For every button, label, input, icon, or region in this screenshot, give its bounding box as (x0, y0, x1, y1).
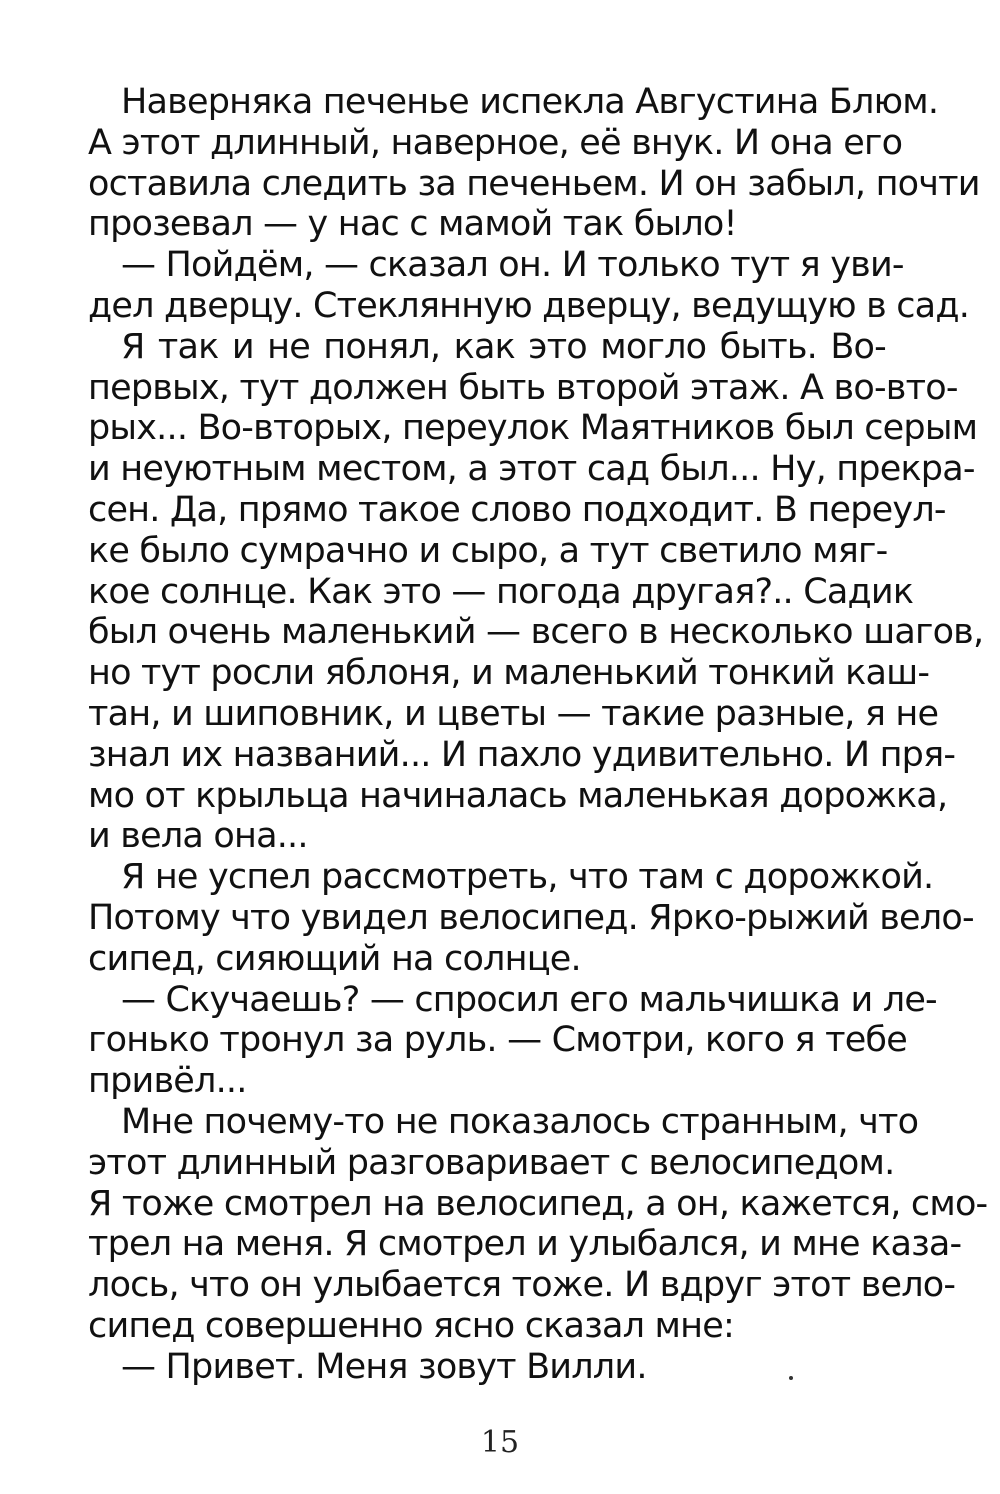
text-line: Мне почему-то не показалось странным, что (121, 1101, 919, 1142)
text-line: — Привет. Меня зовут Вилли. (121, 1346, 647, 1387)
text-line: Я так и не понял, как это могло быть. Во- (121, 326, 886, 367)
page-number: 15 (480, 1425, 520, 1460)
text-line: и вела она... (88, 816, 308, 857)
text-line: сен. Да, прямо такое слово подходит. В переул- (88, 489, 946, 530)
text-line: оставила следить за печеньем. И он забыл, почти (88, 163, 980, 204)
text-line: прозевал — у нас с мамой так было! (88, 204, 737, 245)
body-text (88, 82, 988, 1388)
text-line: этот длинный разговаривает с велосипедом. (88, 1142, 895, 1183)
text-line: ке было сумрачно и сыро, а тут светило мяг- (88, 530, 888, 571)
text-line: Потому что увидел велосипед. Ярко-рыжий вело- (88, 897, 974, 938)
text-line: А этот длинный, наверное, её внук. И она его (88, 122, 903, 163)
text-line: первых, тут должен быть второй этаж. А во-вто- (88, 367, 958, 408)
text-line: знал их названий... И пахло удивительно. И пря- (88, 734, 956, 775)
text-line: кое солнце. Как это — погода другая?.. Садик (88, 571, 914, 612)
text-line: тан, и шиповник, и цветы — такие разные, я не (88, 693, 939, 734)
text-line: лось, что он улыбается тоже. И вдруг этот вело- (88, 1265, 956, 1306)
text-line: привёл... (88, 1061, 247, 1102)
text-line: гонько тронул за руль. — Смотри, кого я тебе (88, 1020, 907, 1061)
text-line: и неуютным местом, а этот сад был... Ну, прекра- (88, 449, 975, 490)
text-line: дел дверцу. Стеклянную дверцу, ведущую в сад. (88, 285, 970, 326)
text-line: сипед, сияющий на солнце. (88, 938, 581, 979)
text-line: Я не успел рассмотреть, что там с дорожкой. (121, 857, 934, 898)
print-speck (789, 1376, 793, 1380)
text-line: мо от крыльца начиналась маленькая дорожка, (88, 775, 948, 816)
text-line: трел на меня. Я смотрел и улыбался, и мне каза- (88, 1224, 962, 1265)
text-line: сипед совершенно ясно сказал мне: (88, 1305, 734, 1346)
text-line: рых... Во-вторых, переулок Маятников был серым (88, 408, 978, 449)
text-line: — Скучаешь? — спросил его мальчишка и ле- (121, 979, 937, 1020)
text-line: был очень маленький — всего в несколько шагов, (88, 612, 984, 653)
text-line: — Пойдём, — сказал он. И только тут я уви- (121, 245, 904, 286)
text-line: Наверняка печенье испекла Августина Блюм. (121, 82, 939, 122)
text-line: но тут росли яблоня, и маленький тонкий каш- (88, 653, 930, 694)
text-line: Я тоже смотрел на велосипед, а он, кажется, смо- (88, 1183, 988, 1224)
